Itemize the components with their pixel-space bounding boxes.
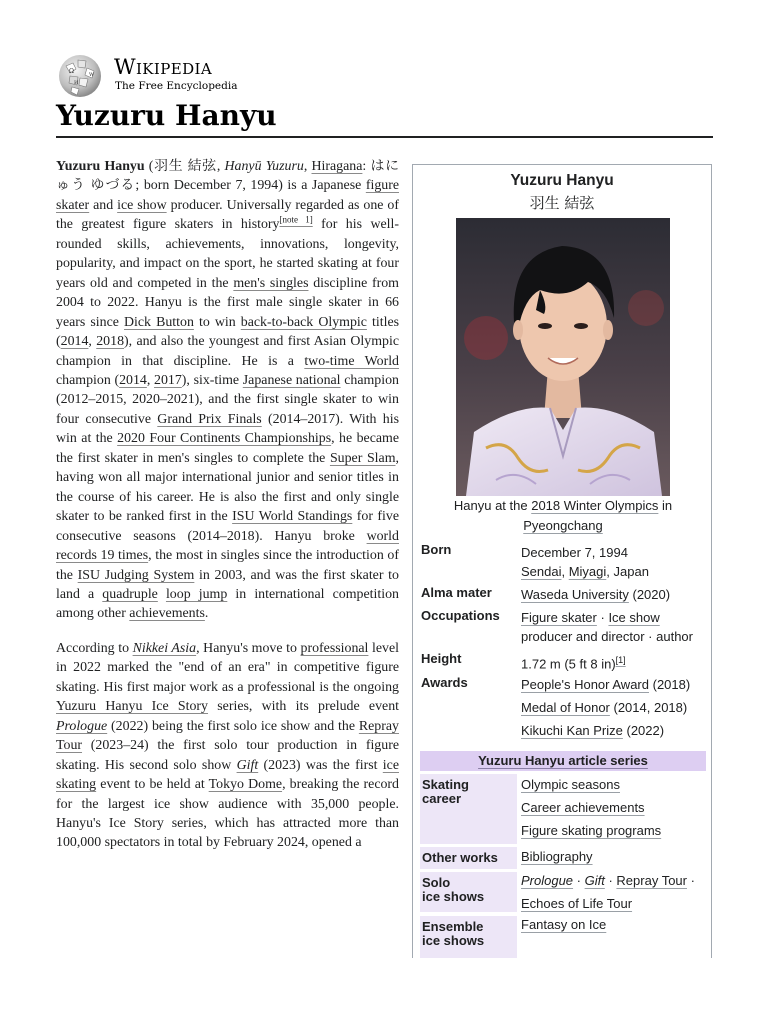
award-link-medal-of-honor[interactable]: Medal of Honor bbox=[521, 700, 610, 715]
article-text: in international competition among other bbox=[56, 586, 399, 622]
article-text: producer. Universally regarded as one of the greatest figure skaters in history bbox=[56, 197, 399, 233]
article-link[interactable]: Hiragana bbox=[311, 159, 363, 174]
article-link[interactable]: Grand Prix Finals bbox=[157, 411, 262, 427]
infobox-native-name: 羽生 結弦 bbox=[529, 194, 595, 212]
solo-sep-2: · bbox=[604, 873, 617, 888]
article-text: champion (2012–2015, 2020–2021), and the first single skater to win four consecutive bbox=[56, 372, 399, 427]
article-link[interactable]: ice skating bbox=[56, 757, 399, 793]
awards-value bbox=[521, 675, 711, 744]
alma-value bbox=[521, 585, 711, 604]
article-text: event to be held at bbox=[96, 777, 209, 793]
award-1-year: (2018) bbox=[649, 677, 691, 692]
svg-text:Ω: Ω bbox=[69, 68, 74, 75]
article-paragraph bbox=[56, 157, 399, 624]
title-divider bbox=[56, 136, 713, 138]
ensemble-ice-shows-value bbox=[521, 915, 706, 934]
infobox-caption bbox=[433, 496, 693, 536]
article-link[interactable]: Yuzuru Hanyu Ice Story bbox=[56, 699, 209, 715]
article-text: (羽生 結弦, bbox=[144, 159, 225, 174]
born-label: Born bbox=[421, 542, 452, 557]
link-prologue[interactable]: Prologue bbox=[521, 873, 574, 888]
article-text: , Hanyu's move to bbox=[196, 640, 301, 656]
born-date: December 7, 1994 bbox=[521, 545, 628, 560]
article-text bbox=[158, 587, 166, 602]
article-link[interactable]: two-time World bbox=[304, 353, 399, 369]
article-link[interactable]: professional bbox=[300, 640, 369, 656]
article-text: , bbox=[146, 372, 155, 388]
article-text: series, with its prelude event bbox=[208, 699, 399, 715]
link-figure-skating-programs[interactable]: Figure skating programs bbox=[521, 823, 662, 838]
article-text: for his well-rounded skills, achievements, innovations, longevity, popularity, and impact on the sport, he started skating at four years old and competed in the bbox=[56, 217, 399, 291]
article-text: , he became the first skater in men's singles to complete the bbox=[56, 431, 399, 466]
article-link[interactable]: achievements bbox=[129, 606, 205, 622]
article-text: (2023) was the first bbox=[258, 757, 383, 773]
height-label: Height bbox=[421, 651, 462, 666]
article-text: for five consecutive seasons (2014–2018). Hanyu broke bbox=[56, 509, 399, 544]
height-value bbox=[521, 651, 711, 673]
awards-label: Awards bbox=[421, 675, 468, 690]
infobox-title: Yuzuru Hanyu bbox=[510, 172, 614, 189]
article-link[interactable]: figure skater bbox=[56, 178, 399, 213]
article-link[interactable]: Repray Tour bbox=[56, 718, 399, 754]
occupations-label: Occupations bbox=[421, 608, 500, 623]
award-2-year: (2014, 2018) bbox=[609, 700, 688, 715]
article-text: titles ( bbox=[56, 314, 399, 350]
article-text: ), six-time bbox=[181, 372, 243, 388]
article-link[interactable]: ISU Judging System bbox=[77, 567, 195, 583]
caption-link-pyeongchang[interactable]: Pyeongchang bbox=[523, 518, 603, 533]
link-career-achievements[interactable]: Career achievements bbox=[521, 800, 645, 815]
born-sep-2: , Japan bbox=[606, 564, 649, 579]
article-text: Yuzuru Hanyu bbox=[56, 159, 145, 174]
svg-text:И: И bbox=[74, 80, 79, 86]
ensemble-label-line-1: Ensemble bbox=[422, 919, 484, 934]
ensemble-label-line-2: ice shows bbox=[422, 933, 485, 948]
born-sep-1: , bbox=[561, 564, 569, 579]
article-link[interactable]: Prologue bbox=[56, 718, 108, 734]
solo-ice-shows-value bbox=[521, 871, 706, 917]
article-link[interactable]: 2014 bbox=[60, 334, 89, 350]
article-text: , bbox=[88, 334, 97, 350]
article-text: to win bbox=[193, 314, 241, 330]
article-paragraph bbox=[56, 639, 399, 853]
born-place-sendai[interactable]: Sendai bbox=[521, 564, 562, 579]
caption-link-olympics[interactable]: 2018 Winter Olympics bbox=[531, 498, 659, 513]
article-link[interactable]: 2014 bbox=[119, 372, 147, 388]
skater-portrait-image bbox=[456, 218, 670, 496]
article-text: ), and also the youngest and first Asian Olympic champion in that discipline. He is a bbox=[56, 334, 399, 369]
article-link[interactable]: men's singles bbox=[233, 275, 309, 291]
award-link-kikuchi-kan[interactable]: Kikuchi Kan Prize bbox=[521, 723, 623, 738]
occ-link-figure-skater[interactable]: Figure skater bbox=[521, 610, 597, 625]
wikipedia-globe-icon bbox=[56, 54, 104, 98]
article-text: (2022) being the first solo ice show and the bbox=[107, 718, 359, 734]
skating-career-label bbox=[420, 774, 517, 844]
article-link[interactable]: back-to-back Olympic bbox=[240, 314, 367, 330]
article-text: level in 2022 marked the "end of an era" in competitive figure skating. His first major work as a professional is the ongoing bbox=[56, 640, 399, 695]
born-value bbox=[521, 543, 711, 585]
article-text: discipline from 2004 to 2022. Hanyu is the first male single skater in 66 years since bbox=[56, 275, 399, 330]
series-header[interactable] bbox=[420, 751, 706, 771]
article-link[interactable]: ice show bbox=[117, 197, 167, 213]
link-repray-tour[interactable]: Repray Tour bbox=[616, 873, 687, 888]
alma-link-waseda[interactable]: Waseda University bbox=[521, 587, 629, 602]
other-works-value bbox=[521, 847, 706, 866]
link-fantasy-on-ice[interactable]: Fantasy on Ice bbox=[521, 917, 607, 932]
article-text: champion ( bbox=[56, 372, 120, 388]
article-link[interactable]: Gift bbox=[236, 757, 259, 773]
skating-label-line-2: career bbox=[422, 791, 462, 806]
link-echoes-of-life-tour[interactable]: Echoes of Life Tour bbox=[521, 896, 633, 911]
article-body bbox=[56, 157, 399, 947]
article-text: (2014–2017). With his win at the bbox=[56, 411, 399, 447]
page-title: Yuzuru Hanyu bbox=[56, 99, 277, 132]
occ-link-ice-show[interactable]: Ice show bbox=[608, 610, 660, 625]
article-link[interactable]: loop jump bbox=[165, 586, 228, 602]
article-link[interactable]: [note 1] bbox=[279, 214, 313, 225]
solo-label-line-1: Solo bbox=[422, 875, 451, 890]
occupations-value bbox=[521, 608, 711, 646]
article-text: in 2003, and was the first skater to land a bbox=[56, 567, 399, 602]
caption-mid: in bbox=[658, 498, 673, 513]
solo-label-line-2: ice shows bbox=[422, 889, 485, 904]
link-bibliography[interactable]: Bibliography bbox=[521, 849, 593, 864]
link-olympic-seasons[interactable]: Olympic seasons bbox=[521, 777, 620, 792]
ensemble-ice-shows-label bbox=[420, 916, 517, 958]
article-text: : はにゅう ゆづる; born December 7, 1994) is a Japanese bbox=[56, 159, 399, 194]
caption-prefix: Hanyu at the bbox=[453, 498, 532, 513]
article-text: and bbox=[89, 197, 118, 213]
solo-sep-3: · bbox=[686, 873, 695, 888]
article-link[interactable]: Tokyo Dome bbox=[208, 777, 283, 793]
article-text: , bbox=[303, 159, 312, 174]
occ-text: producer and director · author bbox=[521, 629, 693, 644]
skating-career-value bbox=[521, 775, 706, 844]
article-text: Hanyū Yuzuru bbox=[224, 159, 304, 174]
article-link[interactable]: Super Slam bbox=[329, 450, 396, 466]
article-link[interactable]: Nikkei Asia bbox=[132, 640, 197, 656]
site-tagline: The Free Encyclopedia bbox=[115, 80, 238, 92]
article-text: . bbox=[204, 606, 209, 622]
article-text: , having won all major international junior and senior titles in the course of his career. He is also the first and only single skater to be ranked first in the bbox=[56, 450, 399, 525]
article-link[interactable]: Dick Button bbox=[124, 314, 194, 330]
article-link[interactable]: Japanese national bbox=[242, 372, 341, 388]
solo-ice-shows-label bbox=[420, 872, 517, 912]
alma-label: Alma mater bbox=[421, 585, 492, 600]
height-ref-link[interactable]: [1] bbox=[615, 655, 626, 665]
series-title-link[interactable]: Yuzuru Hanyu article series bbox=[478, 753, 648, 768]
link-gift[interactable]: Gift bbox=[584, 873, 605, 888]
article-link[interactable]: 2017 bbox=[154, 372, 182, 388]
article-text: , the most in singles since the introduction of the bbox=[56, 548, 399, 583]
site-wordmark: Wikipedia bbox=[114, 55, 213, 79]
skating-label-line-1: Skating bbox=[422, 777, 469, 792]
site-logo[interactable] bbox=[56, 52, 316, 98]
article-link[interactable]: 2018 bbox=[96, 334, 125, 350]
other-works-label: Other works bbox=[420, 847, 517, 869]
article-text: According to bbox=[56, 640, 133, 656]
article-text: , breaking the record for the largest ice show audience with 35,000 people. Hanyu's Ice Story series, which has attracted more than 100,000 spectators in total by February 2024, opened a bbox=[56, 777, 399, 851]
born-place-miyagi[interactable]: Miyagi bbox=[568, 564, 607, 579]
infobox bbox=[412, 164, 712, 958]
occ-sep: · bbox=[596, 610, 609, 625]
infobox-photo[interactable] bbox=[456, 218, 670, 496]
article-link[interactable]: ISU World Standings bbox=[232, 509, 353, 525]
article-link[interactable]: quadruple bbox=[102, 586, 158, 602]
article-link[interactable]: world records 19 times bbox=[56, 528, 399, 564]
alma-year: (2020) bbox=[628, 587, 671, 602]
article-link[interactable]: 2020 Four Continents Championships bbox=[117, 431, 332, 447]
article-text: (2023–24) the first solo tour production in figure skating. His second solo show bbox=[56, 738, 399, 773]
award-link-peoples-honor[interactable]: People's Honor Award bbox=[521, 677, 649, 692]
solo-sep-1: · bbox=[573, 873, 585, 888]
award-3-year: (2022) bbox=[622, 723, 665, 738]
svg-text:W: W bbox=[89, 72, 95, 78]
height-text: 1.72 m (5 ft 8 in) bbox=[521, 656, 616, 672]
